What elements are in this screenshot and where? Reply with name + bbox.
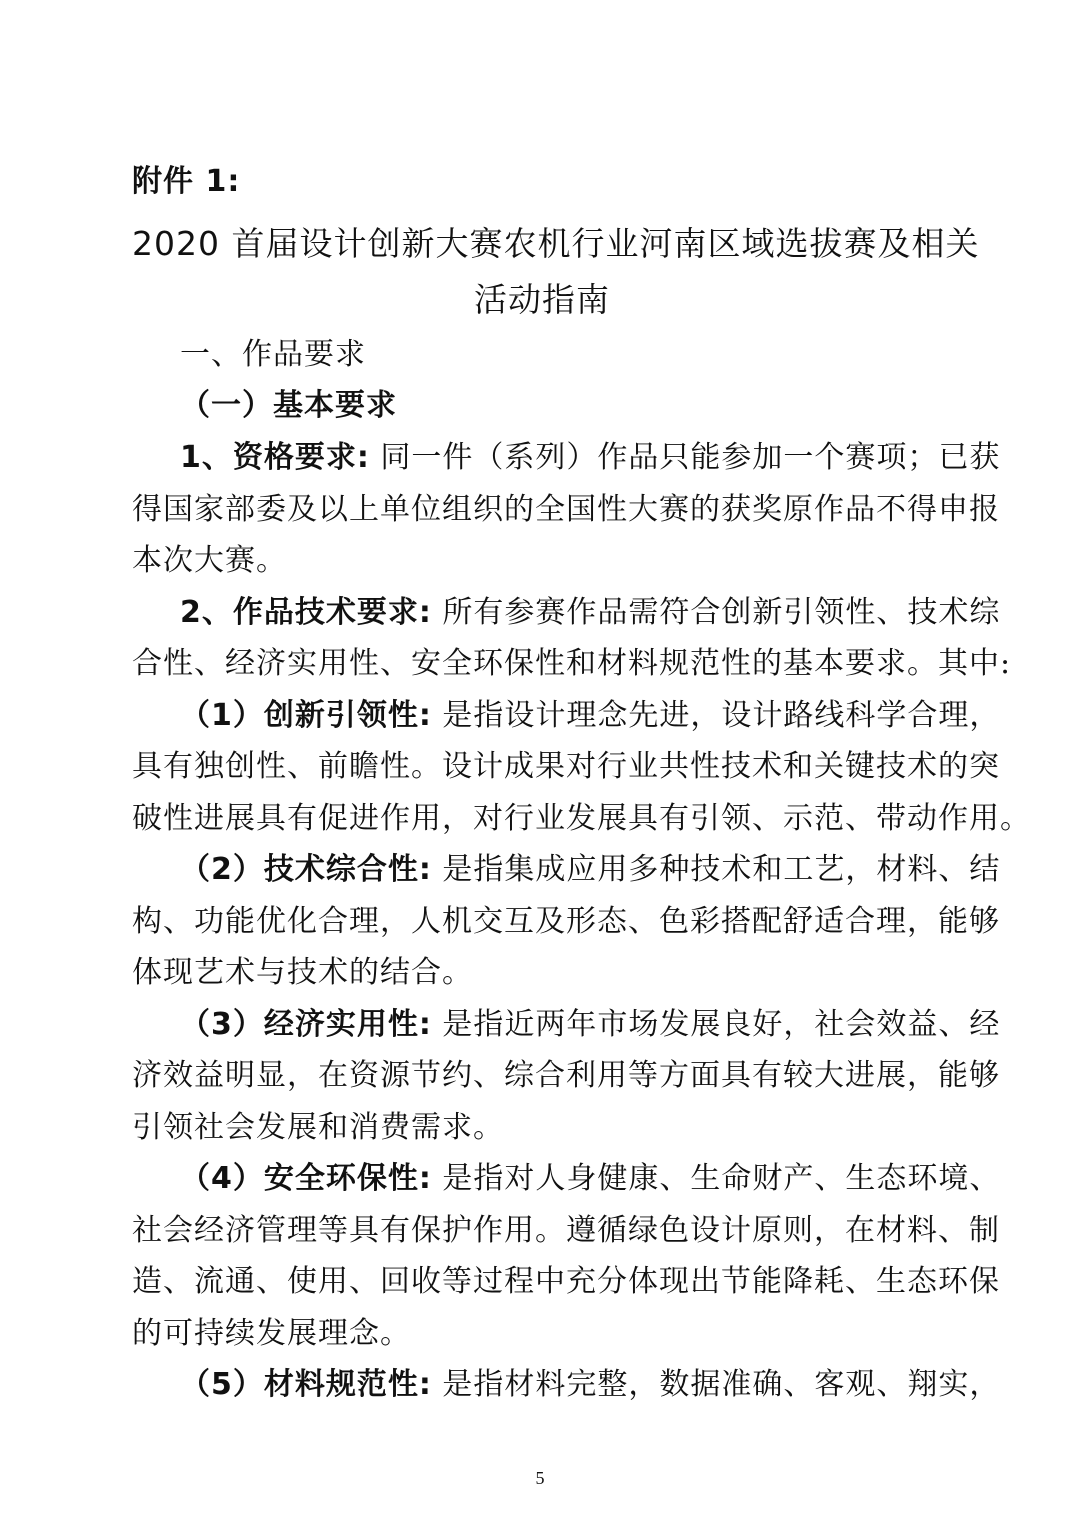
- sub5-text: 是指材料完整，数据准确、客观、翔实，: [431, 1367, 1001, 1402]
- item2-line2: 合性、经济实用性、安全环保性和材料规范性的基本要求。其中:: [132, 646, 1012, 681]
- sub4-label: （4）安全环保性:: [180, 1161, 432, 1196]
- document-title-line2: 活动指南: [474, 280, 610, 319]
- section-heading: 一、作品要求: [180, 337, 366, 372]
- item2-label: 2、作品技术要求:: [180, 595, 432, 630]
- item1-text: 同一件（系列）作品只能参加一个赛项；已获: [369, 440, 1001, 475]
- item2-text: 所有参赛作品需符合创新引领性、技术综: [431, 595, 1001, 630]
- sub1-first-line: [180, 696, 1001, 736]
- sub4-line4: 的可持续发展理念。: [132, 1316, 411, 1351]
- sub2-label: （2）技术综合性:: [180, 852, 432, 887]
- page-number: 5: [535, 1468, 545, 1488]
- item1-first-line: [180, 438, 1001, 478]
- sub2-first-line: [180, 850, 1001, 890]
- sub2-line3: 体现艺术与技术的结合。: [132, 955, 473, 990]
- sub1-text: 是指设计理念先进，设计路线科学合理，: [431, 698, 1001, 733]
- sub1-label: （1）创新引领性:: [180, 698, 432, 733]
- sub3-text: 是指近两年市场发展良好，社会效益、经: [431, 1007, 1001, 1042]
- item2-first-line: [180, 593, 1001, 633]
- item1-label: 1、资格要求:: [180, 440, 370, 475]
- sub4-text: 是指对人身健康、生命财产、生态环境、: [431, 1161, 1001, 1196]
- document-title-line1: 2020 首届设计创新大赛农机行业河南区域选拔赛及相关: [132, 224, 980, 263]
- sub3-line2: 济效益明显，在资源节约、综合利用等方面具有较大进展，能够: [132, 1058, 1000, 1093]
- subsection-heading: （一）基本要求: [180, 388, 397, 423]
- sub1-line2: 具有独创性、前瞻性。设计成果对行业共性技术和关键技术的突: [132, 749, 1000, 784]
- item1-line2: 得国家部委及以上单位组织的全国性大赛的获奖原作品不得申报: [132, 492, 1000, 527]
- sub2-text: 是指集成应用多种技术和工艺，材料、结: [431, 852, 1001, 887]
- sub5-first-line: [180, 1365, 1001, 1405]
- sub2-line2: 构、功能优化合理，人机交互及形态、色彩搭配舒适合理，能够: [132, 904, 1000, 939]
- sub3-line3: 引领社会发展和消费需求。: [132, 1110, 504, 1145]
- sub1-line3: 破性进展具有促进作用，对行业发展具有引领、示范、带动作用。: [132, 801, 1031, 836]
- sub5-label: （5）材料规范性:: [180, 1367, 432, 1402]
- sub3-first-line: [180, 1005, 1001, 1045]
- sub4-line3: 造、流通、使用、回收等过程中充分体现出节能降耗、生态环保: [132, 1264, 1000, 1299]
- sub4-line2: 社会经济管理等具有保护作用。遵循绿色设计原则，在材料、制: [132, 1213, 1000, 1248]
- item1-line3: 本次大赛。: [132, 543, 287, 578]
- sub4-first-line: [180, 1159, 1001, 1199]
- sub3-label: （3）经济实用性:: [180, 1007, 432, 1042]
- attachment-label: 附件 1:: [132, 164, 241, 199]
